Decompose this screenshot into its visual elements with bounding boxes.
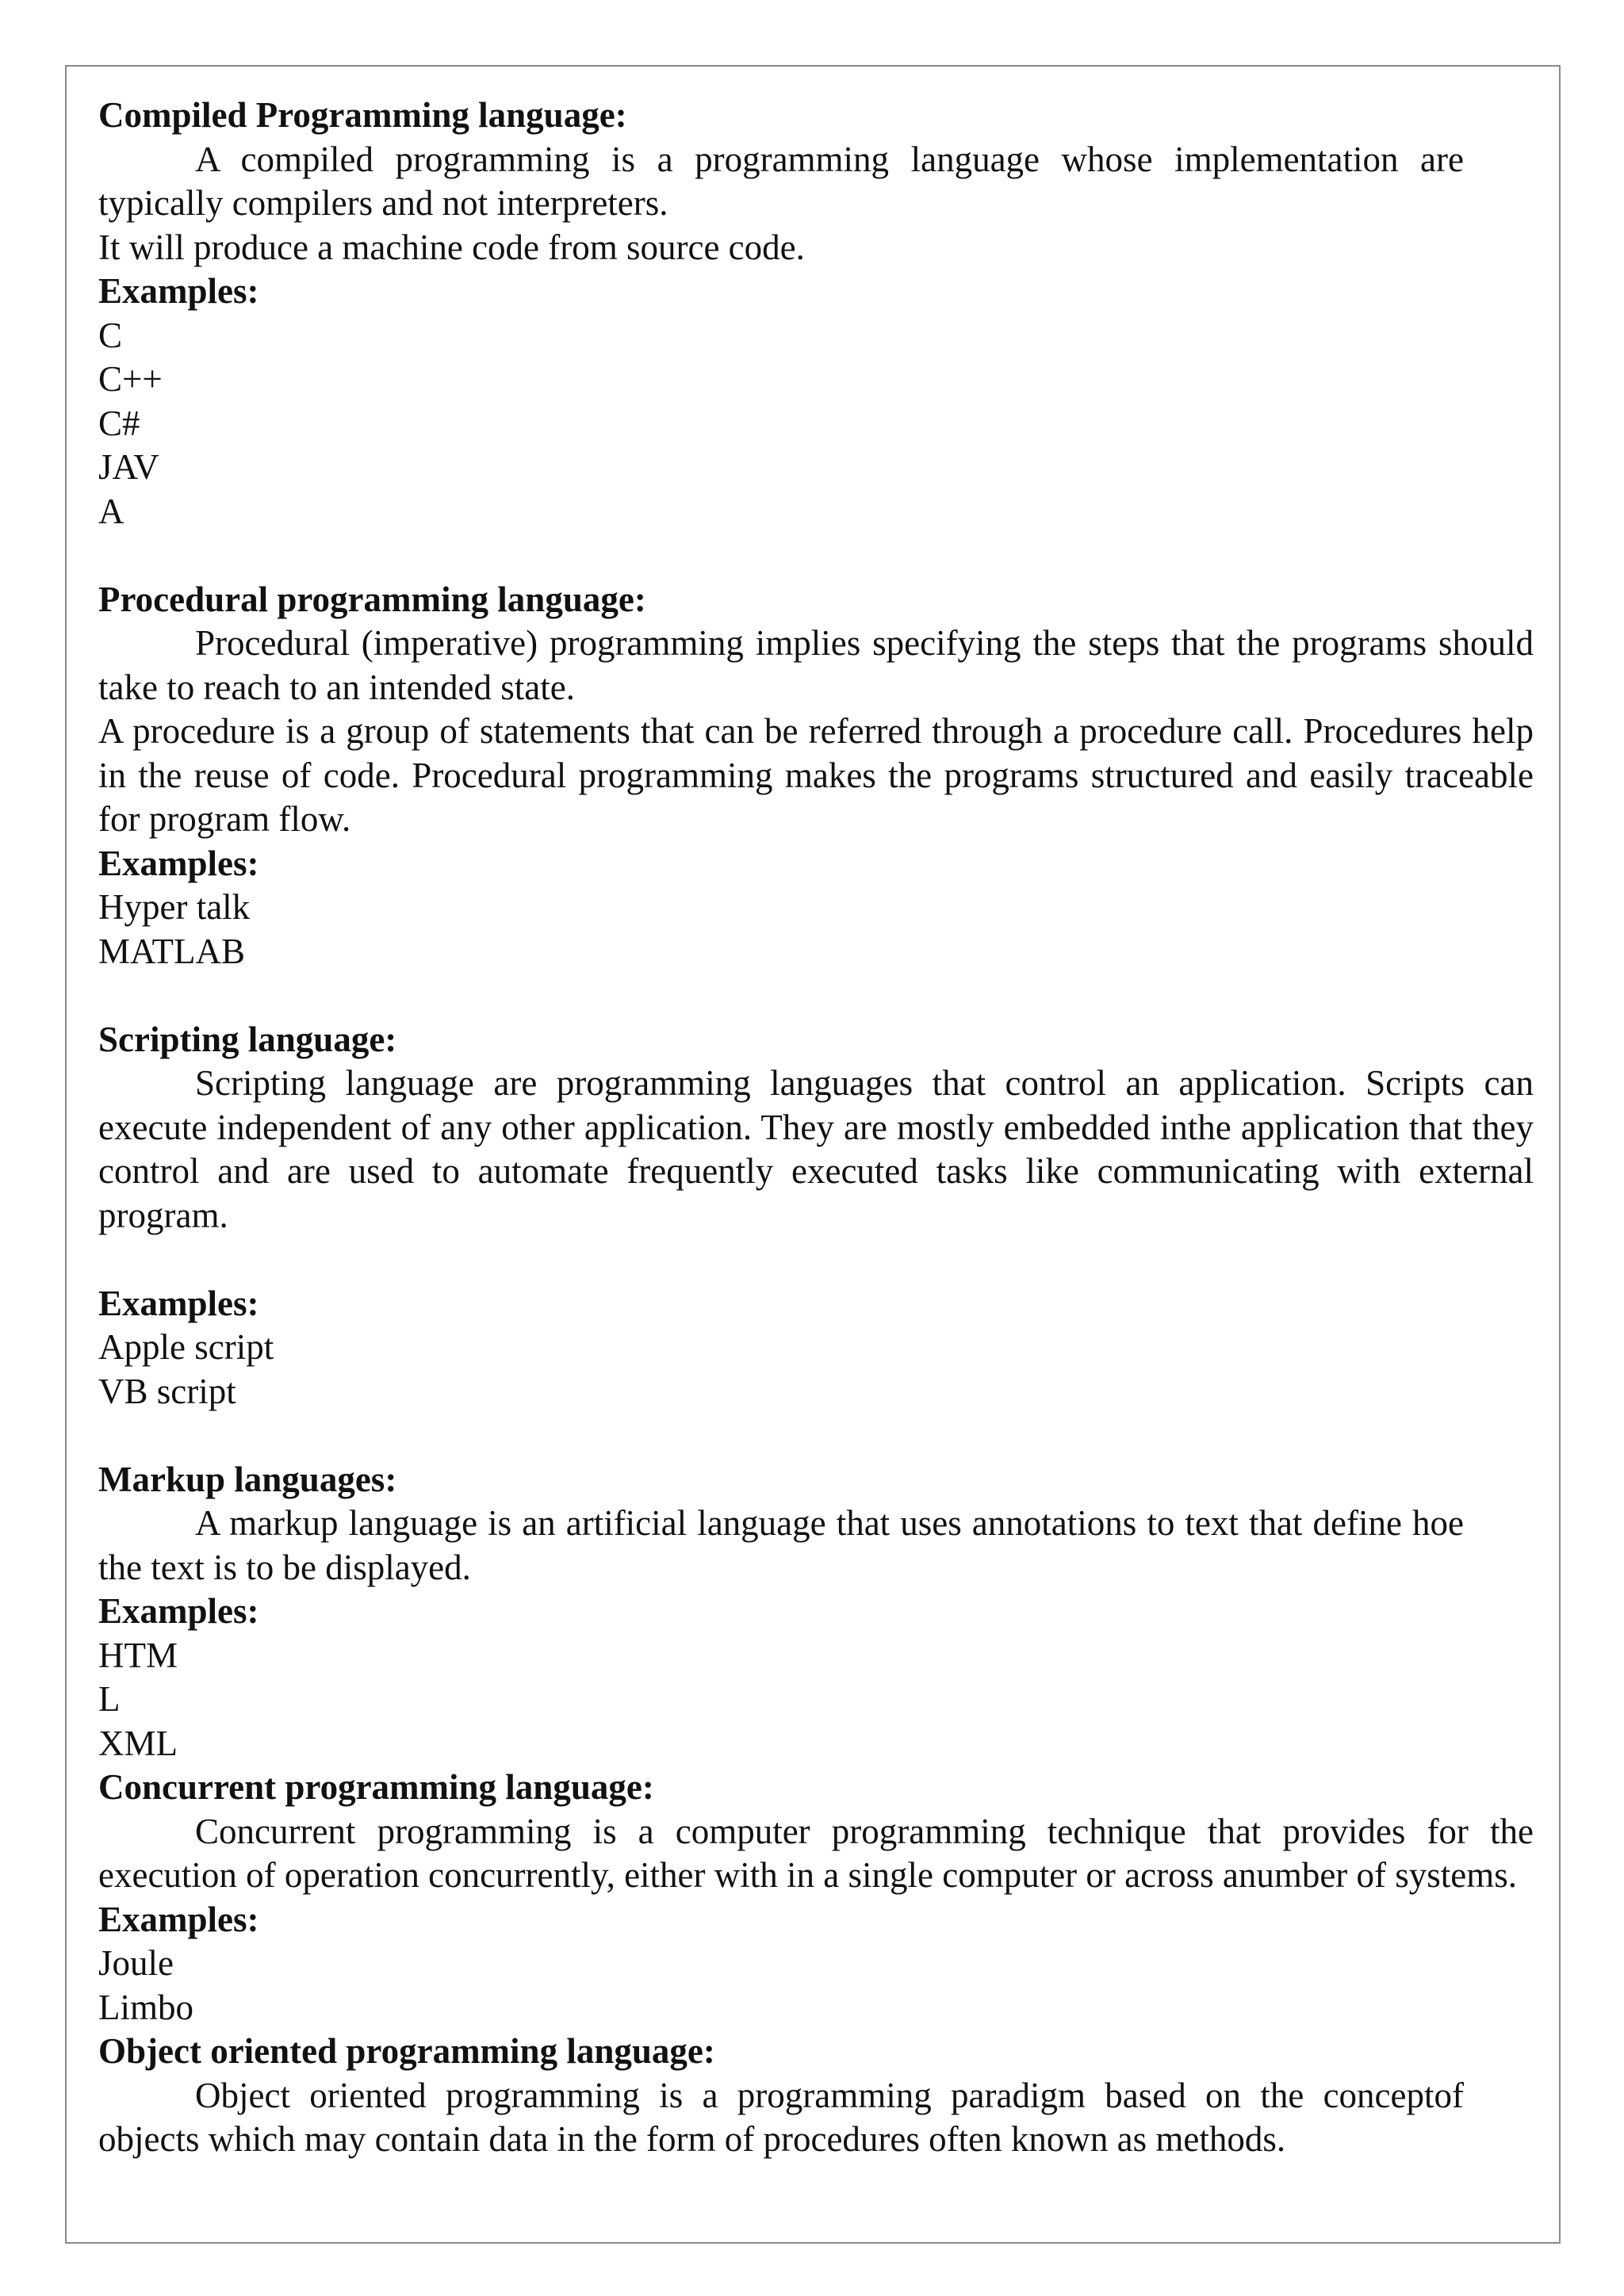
example-item: L xyxy=(98,1679,121,1719)
section-concurrent xyxy=(98,1766,1534,2030)
example-item: Apple script xyxy=(98,1327,274,1367)
examples-label: Examples: xyxy=(98,843,259,883)
section-heading: Procedural programming language: xyxy=(98,579,646,619)
section-paragraph: Procedural (imperative) programming implies specifying the steps that the programs should take to reach to an intended state. xyxy=(98,623,1534,707)
section-compiled xyxy=(98,94,1534,534)
section-heading: Concurrent programming language: xyxy=(98,1767,654,1807)
example-item: Limbo xyxy=(98,1987,193,2027)
section-paragraph: A markup language is an artificial language that uses annotations to text that define hoe the text is to be displayed. xyxy=(98,1503,1464,1587)
section-markup xyxy=(98,1458,1534,1766)
example-item: Hyper talk xyxy=(98,887,251,927)
example-item: C# xyxy=(98,403,140,443)
spacer xyxy=(98,1414,1534,1458)
example-item: HTM xyxy=(98,1635,178,1675)
spacer xyxy=(98,534,1534,578)
section-heading: Compiled Programming language: xyxy=(98,95,627,135)
examples-label: Examples: xyxy=(98,271,259,311)
example-item: A xyxy=(98,491,124,531)
example-item: XML xyxy=(98,1723,178,1763)
example-item: VB script xyxy=(98,1371,236,1411)
section-heading: Scripting language: xyxy=(98,1019,397,1059)
example-item: C xyxy=(98,315,123,355)
section-paragraph: A procedure is a group of statements that can be referred through a procedure call. Procedures help in the reuse of code. Procedural programming makes the programs structured and easily traceable for program flow. xyxy=(98,711,1534,839)
section-heading: Markup languages: xyxy=(98,1459,397,1499)
example-item: C++ xyxy=(98,359,163,399)
example-item: Joule xyxy=(98,1943,174,1983)
example-item: MATLAB xyxy=(98,931,246,971)
section-procedural xyxy=(98,578,1534,974)
spacer xyxy=(98,1238,1534,1282)
section-paragraph: Object oriented programming is a programming paradigm based on the conceptof objects which may contain data in the form of procedures often known as methods. xyxy=(98,2075,1464,2159)
section-paragraph: Scripting language are programming languages that control an application. Scripts can execute independent of any other application. They are mostly embedded inthe application that they control and are used to automate frequently executed tasks like communicating with external program. xyxy=(98,1063,1534,1235)
examples-label: Examples: xyxy=(98,1591,259,1631)
example-item: JAV xyxy=(98,447,159,487)
section-paragraph: A compiled programming is a programming language whose implementation are typically compilers and not interpreters. xyxy=(98,139,1464,223)
section-heading: Object oriented programming language: xyxy=(98,2031,715,2071)
examples-label: Examples: xyxy=(98,1899,259,1939)
section-paragraph: It will produce a machine code from source code. xyxy=(98,227,805,267)
section-scripting xyxy=(98,1018,1534,1414)
examples-label: Examples: xyxy=(98,1283,259,1323)
section-paragraph: Concurrent programming is a computer programming technique that provides for the execution of operation concurrently, either with in a single computer or across anumber of systems. xyxy=(98,1811,1534,1895)
document-body xyxy=(98,94,1534,2162)
section-oop xyxy=(98,2030,1534,2162)
spacer xyxy=(98,974,1534,1018)
